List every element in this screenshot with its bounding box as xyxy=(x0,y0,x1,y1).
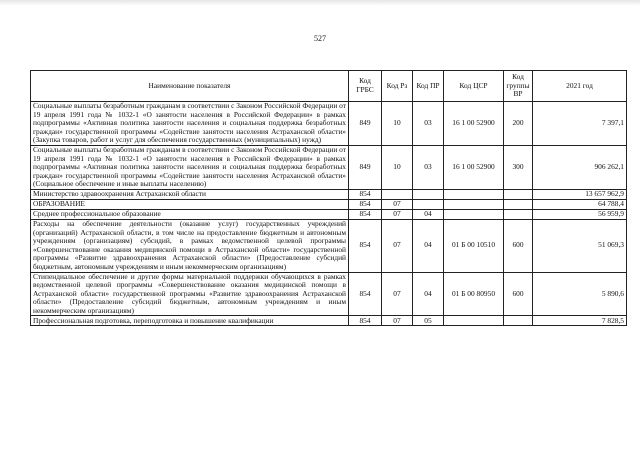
row-rz: 10 xyxy=(382,145,413,189)
row-vr xyxy=(504,209,533,219)
row-grbs: 854 xyxy=(349,199,382,209)
header-csr: Код ЦСР xyxy=(444,71,504,102)
row-amount: 906 262,1 xyxy=(533,145,627,189)
row-csr xyxy=(444,189,504,199)
row-rz xyxy=(382,189,413,199)
page-number: 527 xyxy=(314,34,326,43)
row-amount: 5 890,6 xyxy=(533,272,627,316)
table-row xyxy=(31,316,627,326)
row-amount: 51 069,3 xyxy=(533,219,627,272)
row-pr: 04 xyxy=(413,209,444,219)
table-row xyxy=(31,145,627,189)
row-vr: 600 xyxy=(504,272,533,316)
row-rz: 07 xyxy=(382,209,413,219)
table-header-row xyxy=(31,71,627,102)
row-amount: 64 788,4 xyxy=(533,199,627,209)
row-rz: 07 xyxy=(382,219,413,272)
row-vr: 200 xyxy=(504,102,533,146)
row-grbs: 854 xyxy=(349,219,382,272)
row-vr xyxy=(504,189,533,199)
row-csr: 01 Б 00 80950 xyxy=(444,272,504,316)
row-amount: 7 828,5 xyxy=(533,316,627,326)
row-csr: 16 1 00 52900 xyxy=(444,145,504,189)
header-pr: Код ПР xyxy=(413,71,444,102)
row-rz: 07 xyxy=(382,272,413,316)
row-amount: 13 657 962,9 xyxy=(533,189,627,199)
row-csr xyxy=(444,199,504,209)
header-year: 2021 год xyxy=(533,71,627,102)
row-pr xyxy=(413,189,444,199)
row-name: Стипендиальное обеспечение и другие формы материальной поддержки обучающихся в рамках ведомственной целевой программы «Совершенствование оказания медицинской помощи в Астраханской области» государственной программы «Развитие здравоохранения Астраханской области» (Предоставление субсидий бюджетным, автономным учреждениям и иным некоммерческим организациям) xyxy=(31,272,349,316)
row-amount: 7 397,1 xyxy=(533,102,627,146)
row-name: Социальные выплаты безработным гражданам в соответствии с Законом Российской Федерации от 19 апреля 1991 года № 1032-1 «О занятости населения в Российской Федерации» в рамках подпрограммы «Активная политика занятости населения и социальная поддержка безработных граждан» государственной программы «Содействие занятости населения Астраханской области» (Социальное обеспечение и иные выплаты населению) xyxy=(31,145,349,189)
table-row xyxy=(31,272,627,316)
row-name: Министерство здравоохранения Астраханской области xyxy=(31,189,349,199)
row-pr: 04 xyxy=(413,219,444,272)
header-grbs: Код ГРБС xyxy=(349,71,382,102)
row-csr: 16 1 00 52900 xyxy=(444,102,504,146)
table-row xyxy=(31,219,627,272)
row-name: ОБРАЗОВАНИЕ xyxy=(31,199,349,209)
row-vr xyxy=(504,199,533,209)
row-grbs: 849 xyxy=(349,145,382,189)
row-rz: 07 xyxy=(382,199,413,209)
row-grbs: 854 xyxy=(349,272,382,316)
row-pr: 03 xyxy=(413,145,444,189)
row-csr xyxy=(444,209,504,219)
budget-table xyxy=(30,70,627,326)
row-amount: 56 959,9 xyxy=(533,209,627,219)
row-name: Социальные выплаты безработным гражданам в соответствии с Законом Российской Федерации от 19 апреля 1991 года № 1032-1 «О занятости населения в Российской Федерации» в рамках подпрограммы «Активная политика занятости населения и социальная поддержка безработных граждан» государственной программы «Содействие занятости населения Астраханской области» (Закупка товаров, работ и услуг для обеспечения государственных (муниципальных) нужд) xyxy=(31,102,349,146)
table-row xyxy=(31,199,627,209)
row-name: Расходы на обеспечение деятельности (оказание услуг) государственных учреждений (организаций) Астраханской области, в том числе на предоставление бюджетным и автономным учреждениям (организациям) субсидий, в рамках ведомственной целевой программы «Совершенствование оказания медицинской помощи в Астраханской области» государственной программы «Развитие здравоохранения Астраханской области» (Предоставление субсидий бюджетным, автономным учреждениям и иным некоммерческим организациям) xyxy=(31,219,349,272)
row-name: Профессиональная подготовка, переподготовка и повышение квалификации xyxy=(31,316,349,326)
header-rz: Код Рз xyxy=(382,71,413,102)
header-vr: Код группы ВР xyxy=(504,71,533,102)
row-pr: 03 xyxy=(413,102,444,146)
row-csr: 01 Б 00 10510 xyxy=(444,219,504,272)
row-rz: 07 xyxy=(382,316,413,326)
row-grbs: 854 xyxy=(349,189,382,199)
row-pr: 04 xyxy=(413,272,444,316)
row-rz: 10 xyxy=(382,102,413,146)
row-pr: 05 xyxy=(413,316,444,326)
row-vr xyxy=(504,316,533,326)
table-row xyxy=(31,209,627,219)
table-row xyxy=(31,189,627,199)
table-row xyxy=(31,102,627,146)
row-pr xyxy=(413,199,444,209)
row-grbs: 849 xyxy=(349,102,382,146)
row-vr: 600 xyxy=(504,219,533,272)
row-csr xyxy=(444,316,504,326)
row-name: Среднее профессиональное образование xyxy=(31,209,349,219)
row-grbs: 854 xyxy=(349,316,382,326)
row-vr: 300 xyxy=(504,145,533,189)
row-grbs: 854 xyxy=(349,209,382,219)
scan-edge xyxy=(0,0,640,6)
header-name: Наименование показателя xyxy=(31,71,349,102)
